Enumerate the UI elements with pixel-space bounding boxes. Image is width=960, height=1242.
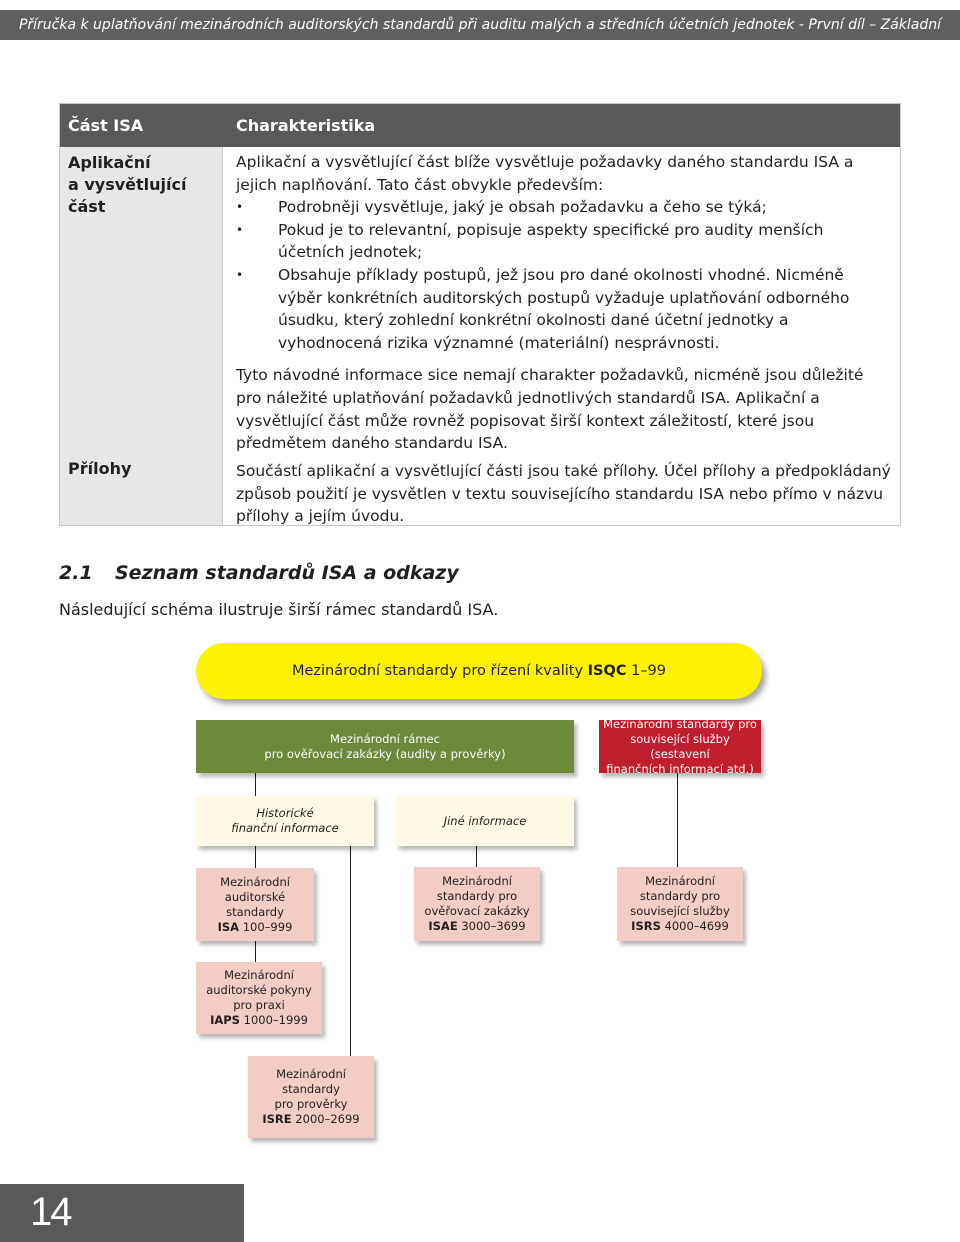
running-header <box>0 10 960 63</box>
list-item: • Obsahuje příklady postupů, jež jsou pro dané okolnosti vhodné. Nicméně výběr konkrétních auditorských postupů vyžaduje uplatňování odborného úsudku, který zohlední konkrétní okolnosti dané účetní jednotky a vyhodnocená rizika významné (materiální) nesprávnosti. <box>236 264 891 354</box>
box-text-line: Historické <box>256 806 314 820</box>
iaps-code: IAPS <box>210 1013 240 1027</box>
connector-line <box>255 941 256 962</box>
box-text-line: auditorské pokyny <box>206 983 312 997</box>
box-text-line: pro praxi <box>233 998 285 1012</box>
box-text-line: pro ověřovací zakázky (audity a prověrky) <box>264 746 506 761</box>
row-label-line: Aplikační <box>68 153 151 172</box>
isqc-box <box>196 643 762 699</box>
isrs-code: ISRS <box>631 919 661 933</box>
box-text-line: ověřovací zakázky <box>424 904 530 918</box>
isre-range: 2000–2699 <box>291 1112 360 1126</box>
connector-line <box>255 846 256 868</box>
label-column <box>60 147 223 525</box>
box-text-line: standardy pro <box>639 889 721 903</box>
row-label-application <box>68 152 222 218</box>
isae-code: ISAE <box>428 919 458 933</box>
isre-code: ISRE <box>262 1112 292 1126</box>
row-label-line: a vysvětlující část <box>68 175 187 216</box>
row-application-content <box>236 151 891 455</box>
bullet-list <box>236 196 891 354</box>
isa-range: 100–999 <box>239 919 293 934</box>
box-text-line: Mezinárodní <box>224 968 294 982</box>
box-text-line: finanční informace <box>231 821 339 835</box>
isqc-range: 1–99 <box>626 663 667 679</box>
box-text-line: pro prověrky <box>274 1097 348 1111</box>
isae-box <box>414 867 540 941</box>
isqc-code: ISQC <box>587 663 627 679</box>
section-number: 2.1 <box>59 562 93 584</box>
page-number-box <box>0 1184 244 1242</box>
box-text-line: Mezinárodní standardy pro <box>603 716 757 731</box>
box-text-line: Mezinárodní <box>442 874 512 888</box>
box-text-line: standardy pro <box>436 889 518 903</box>
header-cell-part: Část ISA <box>68 116 144 135</box>
historic-financial-box <box>196 796 374 846</box>
row-application-paragraph: Tyto návodné informace sice nemají charakter požadavků, nicméně jsou důležité pro náležité uplatňování požadavků jednotlivých standardů ISA. Aplikační a vysvětlující část může rovněž popisovat širší kontext záležitostí, které jsou předmětem daného standardu ISA. <box>236 366 864 453</box>
row-application-intro: Aplikační a vysvětlující část blíže vysvětluje požadavky daného standardu ISA a jejich naplňování. Tato část obvykle především: <box>236 153 854 194</box>
framework-box <box>196 720 574 773</box>
connector-line <box>255 773 256 796</box>
section-intro: Následující schéma ilustruje širší rámec standardů ISA. <box>59 600 499 619</box>
table-header <box>60 104 900 147</box>
section-title: Seznam standardů ISA a odkazy <box>115 562 459 584</box>
header-cell-characteristic: Charakteristika <box>236 116 376 135</box>
isa-code: ISA <box>217 919 240 934</box>
running-header-text: Příručka k uplatňování mezinárodních auditorských standardů při auditu malých a středních účetních jednotek - První díl – Základní koncepty <box>18 17 942 63</box>
box-text-line: související služby (sestavení <box>630 731 730 761</box>
row-label-appendices: Přílohy <box>68 459 132 478</box>
iaps-range: 1000–1999 <box>239 1013 308 1027</box>
iaps-box <box>196 962 322 1034</box>
box-text-line: Mezinárodní <box>220 874 290 889</box>
list-item: • Pokud je to relevantní, popisuje aspekty specifické pro audity menších účetních jednotek; <box>236 219 891 264</box>
isrs-box <box>617 867 743 941</box>
box-text-line: Mezinárodní <box>276 1067 346 1081</box>
box-text-line: finančních informací atd.) <box>606 761 754 776</box>
related-services-box <box>599 716 761 776</box>
box-text-line: auditorské <box>224 889 286 904</box>
box-text-line: Jiné informace <box>443 813 527 828</box>
other-information-box <box>396 796 574 846</box>
page-number: 14 <box>30 1190 71 1234</box>
isae-range: 3000–3699 <box>457 919 526 933</box>
connector-line <box>677 773 678 867</box>
box-text-line: Mezinárodní <box>645 874 715 888</box>
row-appendices-content: Součástí aplikační a vysvětlující části jsou také přílohy. Účel přílohy a předpokládaný způsob použití je vysvětlen v textu souvisejícího standardu ISA nebo přímo v názvu přílohy a jejím úvodu. <box>236 462 891 526</box>
isqc-text: Mezinárodní standardy pro řízení kvality <box>291 663 588 679</box>
connector-line <box>350 846 351 1056</box>
box-text-line: související služby <box>630 904 730 918</box>
isre-box <box>248 1056 374 1138</box>
isa-parts-table <box>59 103 901 526</box>
list-item: • Podrobněji vysvětluje, jaký je obsah požadavku a čeho se týká; <box>236 196 891 219</box>
isa-box <box>196 868 314 941</box>
box-text-line: Mezinárodní rámec <box>330 731 440 746</box>
isrs-range: 4000–4699 <box>660 919 729 933</box>
box-text-line: standardy <box>282 1082 340 1096</box>
connector-line <box>476 846 477 867</box>
box-text-line: standardy <box>226 904 284 919</box>
